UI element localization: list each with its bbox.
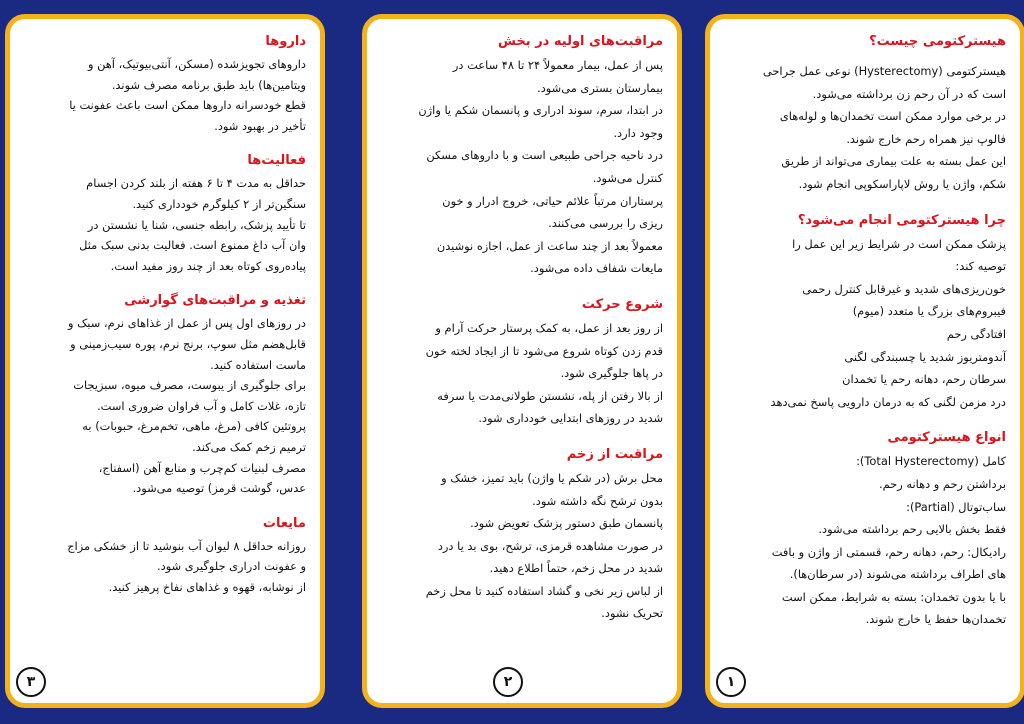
text-line: درد مزمن لگنی که به درمان دارویی پاسخ نمی‌دهد	[770, 394, 1006, 409]
section-heading: هیسترکتومی چیست؟	[869, 34, 1006, 49]
text-line: تأخیر در بهبود شود.	[214, 118, 306, 133]
section-heading: شروع حرکت	[581, 296, 663, 312]
text-line: پرستاران مرتباً علائم حیاتی، خروج ادرار و خون	[442, 193, 663, 208]
section-heading: داروها	[265, 34, 306, 49]
text-line: ساب‌توتال (Partial):	[906, 499, 1006, 514]
text-line: تخمدان‌ها حفظ یا خارج شوند.	[865, 612, 1006, 627]
panel-page-3	[5, 14, 325, 708]
text-line: سرطان رحم، دهانه رحم یا تخمدان	[842, 372, 1006, 387]
page-number: ۱	[716, 667, 746, 697]
text-line: برای جلوگیری از یبوست، مصرف میوه، سبزیجات	[73, 378, 306, 393]
text-line: کامل (Total Hysterectomy):	[856, 454, 1006, 469]
text-line: وان آب داغ ممنوع است. فعالیت بدنی سبک مثل	[79, 238, 306, 253]
text-line: است که در آن رحم زن برداشته می‌شود.	[812, 86, 1006, 101]
text-line: پزشک ممکن است در شرایط زیر این عمل را	[792, 236, 1006, 251]
text-line: برداشتن رحم و دهانه رحم.	[878, 476, 1006, 491]
text-line: با یا بدون تخمدان: بسته به شرایط، ممکن است	[781, 589, 1006, 604]
panel-page-2	[362, 14, 682, 708]
text-line: افتادگی رحم	[946, 326, 1006, 341]
text-line: قدم زدن کوتاه شروع می‌شود تا از ایجاد لخته خون	[425, 343, 663, 358]
section-nutrition	[24, 290, 306, 498]
text-line: فالوپ نیز همراه رحم خارج شوند.	[846, 131, 1006, 146]
section-heading: مایعات	[262, 515, 306, 531]
text-line: فیبروم‌های بزرگ یا متعدد (میوم)	[852, 304, 1006, 319]
text-line: ریزی را بررسی می‌کنند.	[548, 216, 663, 231]
text-line: ماست استفاده کنید.	[210, 357, 306, 372]
section-types-hysterectomy	[724, 427, 1006, 631]
text-line: شکم، واژن یا روش لاپاراسکوپی انجام شود.	[798, 176, 1006, 191]
text-line: کنترل می‌شود.	[592, 170, 663, 185]
text-line: روزانه حداقل ۸ لیوان آب بنوشید تا از خشکی مزاج	[67, 538, 306, 553]
section-activities	[24, 150, 306, 276]
text-line: در روزهای اول پس از عمل از غذاهای نرم، سبک و	[67, 316, 306, 331]
panel-page-1	[705, 14, 1024, 708]
text-line: پانسمان طبق دستور پزشک تعویض شود.	[470, 516, 663, 531]
text-line: پیاده‌روی کوتاه بعد از چند روز مفید است.	[110, 258, 306, 273]
section-heading: مراقبت‌های اولیه در بخش	[498, 34, 663, 49]
section-heading: مراقبت از زخم	[566, 446, 663, 462]
text-line: محل برش (در شکم یا واژن) باید تمیز، خشک و	[441, 470, 663, 485]
section-initial-care	[381, 31, 663, 280]
text-line: بدون ترشح نگه داشته شود.	[532, 493, 663, 508]
text-line: بیمارستان بستری می‌شود.	[537, 80, 663, 95]
text-line: درد ناحیه جراحی طبیعی است و با داروهای مسکن	[426, 148, 663, 163]
text-line: در صورت مشاهده قرمزی، ترشح، بوی بد یا درد	[437, 538, 663, 553]
section-medications	[24, 31, 306, 136]
text-line: تا تأیید پزشک، رابطه جنسی، شنا یا نشستن در	[87, 217, 306, 232]
text-line: در برخی موارد ممکن است تخمدان‌ها و لوله‌های	[779, 109, 1006, 124]
text-line: مصرف لبنیات کم‌چرب و منابع آهن (اسفناج،	[98, 460, 306, 475]
section-why-hysterectomy	[724, 210, 1006, 414]
text-line: فقط بخش بالایی رحم برداشته می‌شود.	[818, 522, 1006, 537]
section-heading: انواع هیسترکتومی	[887, 430, 1006, 446]
text-line: شدید در محل زخم، حتماً اطلاع دهید.	[489, 561, 663, 576]
text-line: پس از عمل، بیمار معمولاً ۲۴ تا ۴۸ ساعت در	[452, 58, 663, 72]
text-line: مایعات شفاف داده می‌شود.	[530, 261, 663, 276]
page-number: ۲	[493, 667, 523, 697]
text-line: داروهای تجویزشده (مسکن، آنتی‌بیوتیک، آهن و	[87, 57, 306, 71]
text-line: معمولاً بعد از چند ساعت از عمل، اجازه نوشیدن	[436, 238, 663, 253]
text-line: از بالا رفتن از پله، نشستن طولانی‌مدت یا سرفه	[437, 388, 663, 403]
text-line: خون‌ریزی‌های شدید و غیرقابل کنترل رحمی	[802, 281, 1006, 296]
text-line: قابل‌هضم مثل سوپ، برنج نرم، پوره سیب‌زمینی و	[70, 336, 306, 351]
text-line: این عمل بسته به علت بیماری می‌تواند از طریق	[781, 154, 1006, 169]
section-heading: تغذیه و مراقبت‌های گوارشی	[124, 293, 306, 309]
text-line: عدس، گوشت قرمز) توصیه می‌شود.	[132, 481, 306, 496]
text-line: وجود دارد.	[613, 125, 663, 140]
section-wound-care	[381, 444, 663, 625]
text-line: آندومتریوز شدید یا چسبندگی لگنی	[844, 349, 1006, 364]
section-what-is-hysterectomy	[724, 31, 1006, 196]
text-line: رادیکال: رحم، دهانه رحم، قسمتی از واژن و بافت	[771, 544, 1006, 559]
section-fluids	[24, 513, 306, 598]
text-line: پروتئین کافی (مرغ، ماهی، تخم‌مرغ، حبوبات) به	[82, 419, 306, 434]
text-line: تازه، غلات کامل و آب فراوان ضروری است.	[97, 398, 306, 413]
text-line: حداقل به مدت ۴ تا ۶ هفته از بلند کردن اجسام	[86, 176, 306, 191]
text-line: در ابتدا، سرم، سوند ادراری و پانسمان شکم یا واژن	[418, 103, 663, 118]
section-heading: چرا هیسترکتومی انجام می‌شود؟	[797, 212, 1006, 228]
text-line: از نوشابه، قهوه و غذاهای نفاخ پرهیز کنید.	[108, 579, 306, 594]
text-line: قطع خودسرانه داروها ممکن است باعث عفونت یا	[69, 98, 306, 113]
text-line: توصیه کند:	[955, 259, 1006, 274]
page-number: ۳	[16, 667, 46, 697]
text-line: ترمیم زخم کمک می‌کند.	[192, 439, 306, 454]
text-line: های اطراف برداشته می‌شوند (در سرطان‌ها).	[789, 567, 1006, 582]
text-line: ویتامین‌ها) باید طبق برنامه مصرف شوند.	[111, 77, 306, 92]
text-line: تحریک نشود.	[601, 606, 663, 621]
text-line: و عفونت ادراری جلوگیری شود.	[157, 559, 306, 574]
section-start-moving	[381, 294, 663, 430]
text-line: از لباس زیر نخی و گشاد استفاده کنید تا محل زخم	[425, 583, 663, 598]
text-line: هیسترکتومی (Hysterectomy) نوعی عمل جراحی	[762, 64, 1006, 78]
text-line: در پاها جلوگیری شود.	[560, 366, 663, 381]
text-line: شدید در روزهای ابتدایی خودداری شود.	[478, 411, 663, 426]
text-line: سنگین‌تر از ۲ کیلوگرم خودداری کنید.	[132, 196, 306, 211]
section-heading: فعالیت‌ها	[247, 153, 306, 169]
text-line: از روز بعد از عمل، به کمک پرستار حرکت آرام و	[435, 320, 663, 335]
